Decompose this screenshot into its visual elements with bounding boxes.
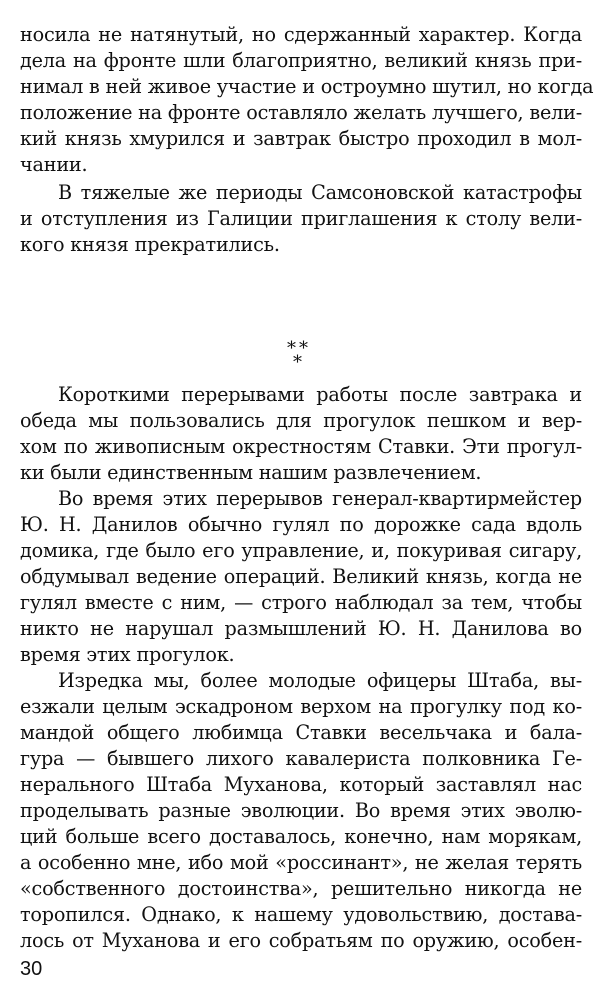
text-line: дела на фронте шли благоприятно, великий князь при- [20,49,582,72]
text-line: нерального Штаба Муханова, который заставлял нас [20,773,582,796]
text-line: гура — бывшего лихого кавалериста полковника Ге- [20,747,582,770]
asterism-icon [281,338,321,378]
paragraph-1 [20,22,594,178]
text-line: и отступления из Галиции приглашения к столу вели- [20,207,582,230]
paragraph-5 [20,668,582,954]
paragraph-text [20,486,582,668]
text-line: чании. [20,153,88,176]
text-line: обеда мы пользовались для прогулок пешком и вер- [20,409,582,432]
paragraph-text [20,180,582,258]
text-line: домика, где было его управление, и, покуривая сигару, [20,539,582,562]
text-line: «собственного достоинства», решительно никогда не [20,877,582,900]
text-line: никто не нарушал размышлений Ю. Н. Данилова во [20,617,582,640]
text-line: езжали целым эскадроном верхом на прогулку под ко- [20,695,582,718]
asterisk-mark: * [287,338,296,359]
section-break-asterism [20,338,582,378]
asterisk-mark: * [293,352,302,373]
text-line: положение на фронте оставляло желать лучшего, вели- [20,101,582,124]
paragraph-text [20,382,582,486]
text-line: кий князь хмурился и завтрак быстро проходил в мол- [20,127,582,150]
text-line: проделывать разные эволюции. Во время этих эволю- [20,799,582,822]
page-number: 30 [20,958,43,980]
text-line: хом по живописным окрестностям Ставки. Эти прогул- [20,435,582,458]
text-line: нимал в ней живое участие и остроумно шутил, но когда [20,75,594,98]
text-line: мандой общего любимца Ставки весельчака и бала- [20,721,582,744]
text-line: Короткими перерывами работы после завтрака и [58,383,582,406]
paragraph-2 [20,180,582,258]
text-line: Ю. Н. Данилов обычно гулял по дорожке сада вдоль [20,513,582,536]
text-line: лось от Муханова и его собратьям по оружию, особен- [20,929,582,952]
text-line: Изредка мы, более молодые офицеры Штаба, вы- [58,669,582,692]
text-line: торопился. Однако, к нашему удовольствию, достава- [20,903,582,926]
text-line: ций больше всего доставалось, конечно, нам морякам, [20,825,582,848]
paragraph-text [20,22,594,178]
paragraph-4 [20,486,582,668]
paragraph-text [20,668,582,954]
asterisk-mark: * [299,338,308,359]
text-line: гулял вместе с ним, — строго наблюдал за тем, чтобы [20,591,582,614]
text-line: носила не натянутый, но сдержанный характер. Когда [20,23,582,46]
text-line: кого князя прекратились. [20,233,280,256]
text-line: Во время этих перерывов генерал-квартирмейстер [58,487,582,510]
text-line: ки были единственным нашим развлечением. [20,461,482,484]
text-line: время этих прогулок. [20,643,235,666]
paragraph-3 [20,382,582,486]
text-line: обдумывал ведение операций. Великий князь, когда не [20,565,582,588]
text-line: В тяжелые же периоды Самсоновской катастрофы [58,181,582,204]
text-line: а особенно мне, ибо мой «россинант», не желая терять [20,851,582,874]
